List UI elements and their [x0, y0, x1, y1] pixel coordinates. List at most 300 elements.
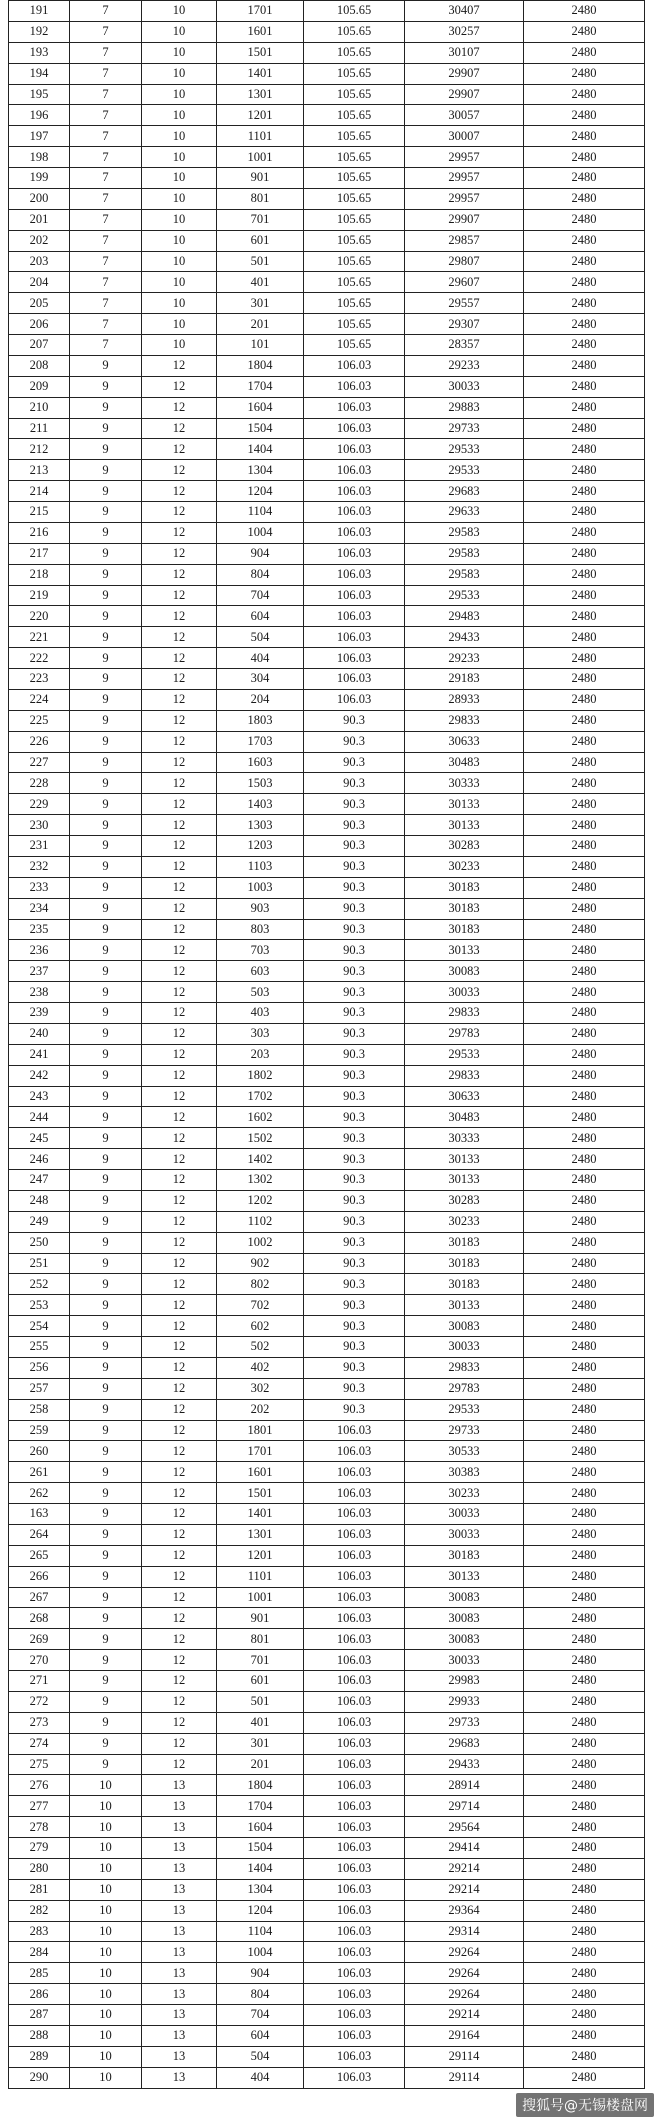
floors-cell: 12 — [142, 522, 217, 543]
row-index-cell: 235 — [9, 919, 70, 940]
unit-price-cell: 30083 — [405, 961, 524, 982]
table-row — [9, 1357, 645, 1378]
unit-cell: 1104 — [217, 1921, 304, 1942]
unit-price-cell: 29983 — [405, 1671, 524, 1692]
row-index-cell: 197 — [9, 126, 70, 147]
unit-price-cell: 30233 — [405, 1211, 524, 1232]
floors-cell: 12 — [142, 919, 217, 940]
unit-price-cell: 29114 — [405, 2067, 524, 2088]
floors-cell: 12 — [142, 731, 217, 752]
row-index-cell: 196 — [9, 105, 70, 126]
area-cell: 90.3 — [304, 1399, 405, 1420]
table-row — [9, 502, 645, 523]
row-index-cell: 245 — [9, 1128, 70, 1149]
floors-cell: 12 — [142, 1712, 217, 1733]
unit-price-cell: 29583 — [405, 543, 524, 564]
building-cell: 9 — [70, 752, 142, 773]
floors-cell: 12 — [142, 397, 217, 418]
building-cell: 9 — [70, 1170, 142, 1191]
floors-cell: 13 — [142, 1963, 217, 1984]
floors-cell: 13 — [142, 1817, 217, 1838]
row-index-cell: 251 — [9, 1253, 70, 1274]
floors-cell: 12 — [142, 1065, 217, 1086]
building-cell: 7 — [70, 1, 142, 22]
row-index-cell: 272 — [9, 1691, 70, 1712]
table-row — [9, 522, 645, 543]
fee-cell: 2480 — [524, 147, 645, 168]
unit-cell: 701 — [217, 1650, 304, 1671]
floors-cell: 12 — [142, 1399, 217, 1420]
area-cell: 106.03 — [304, 502, 405, 523]
unit-cell: 1004 — [217, 1942, 304, 1963]
area-cell: 106.03 — [304, 564, 405, 585]
area-cell: 90.3 — [304, 1107, 405, 1128]
unit-price-cell: 29607 — [405, 272, 524, 293]
row-index-cell: 191 — [9, 1, 70, 22]
unit-price-cell: 30107 — [405, 42, 524, 63]
area-cell: 106.03 — [304, 1858, 405, 1879]
fee-cell: 2480 — [524, 1942, 645, 1963]
fee-cell: 2480 — [524, 1128, 645, 1149]
building-cell: 10 — [70, 1984, 142, 2005]
fee-cell: 2480 — [524, 230, 645, 251]
building-cell: 9 — [70, 564, 142, 585]
table-row — [9, 1149, 645, 1170]
floors-cell: 12 — [142, 355, 217, 376]
floors-cell: 13 — [142, 2067, 217, 2088]
fee-cell: 2480 — [524, 1211, 645, 1232]
area-cell: 90.3 — [304, 1337, 405, 1358]
unit-cell: 1203 — [217, 836, 304, 857]
table-row — [9, 1858, 645, 1879]
building-cell: 9 — [70, 669, 142, 690]
table-row — [9, 1170, 645, 1191]
floors-cell: 13 — [142, 1775, 217, 1796]
fee-cell: 2480 — [524, 1420, 645, 1441]
fee-cell: 2480 — [524, 460, 645, 481]
fee-cell: 2480 — [524, 1337, 645, 1358]
unit-price-cell: 30133 — [405, 815, 524, 836]
unit-price-cell: 30133 — [405, 794, 524, 815]
fee-cell: 2480 — [524, 752, 645, 773]
unit-cell: 702 — [217, 1295, 304, 1316]
fee-cell: 2480 — [524, 1044, 645, 1065]
unit-cell: 304 — [217, 669, 304, 690]
row-index-cell: 243 — [9, 1086, 70, 1107]
area-cell: 90.3 — [304, 1065, 405, 1086]
building-cell: 9 — [70, 731, 142, 752]
fee-cell: 2480 — [524, 397, 645, 418]
table-row — [9, 418, 645, 439]
fee-cell: 2480 — [524, 1232, 645, 1253]
unit-cell: 203 — [217, 1044, 304, 1065]
table-row — [9, 1963, 645, 1984]
row-index-cell: 242 — [9, 1065, 70, 1086]
building-cell: 9 — [70, 543, 142, 564]
building-cell: 9 — [70, 940, 142, 961]
unit-cell: 402 — [217, 1357, 304, 1378]
floors-cell: 13 — [142, 2005, 217, 2026]
row-index-cell: 205 — [9, 293, 70, 314]
area-cell: 105.65 — [304, 335, 405, 356]
table-row — [9, 1003, 645, 1024]
unit-price-cell: 29957 — [405, 188, 524, 209]
fee-cell: 2480 — [524, 272, 645, 293]
unit-cell: 1004 — [217, 522, 304, 543]
building-cell: 9 — [70, 397, 142, 418]
fee-cell: 2480 — [524, 1378, 645, 1399]
fee-cell: 2480 — [524, 1608, 645, 1629]
area-cell: 105.65 — [304, 272, 405, 293]
table-row — [9, 1921, 645, 1942]
area-cell: 105.65 — [304, 251, 405, 272]
unit-cell: 1603 — [217, 752, 304, 773]
unit-price-cell: 29833 — [405, 1065, 524, 1086]
building-cell: 9 — [70, 1754, 142, 1775]
floors-cell: 12 — [142, 1170, 217, 1191]
table-row — [9, 1190, 645, 1211]
building-cell: 9 — [70, 1420, 142, 1441]
unit-price-cell: 30033 — [405, 1337, 524, 1358]
fee-cell: 2480 — [524, 1149, 645, 1170]
table-row — [9, 355, 645, 376]
floors-cell: 12 — [142, 1608, 217, 1629]
unit-price-cell: 29164 — [405, 2025, 524, 2046]
floors-cell: 12 — [142, 1754, 217, 1775]
fee-cell: 2480 — [524, 2067, 645, 2088]
area-cell: 90.3 — [304, 773, 405, 794]
area-cell: 106.03 — [304, 1504, 405, 1525]
table-row — [9, 188, 645, 209]
building-cell: 9 — [70, 585, 142, 606]
building-cell: 10 — [70, 1858, 142, 1879]
row-index-cell: 203 — [9, 251, 70, 272]
unit-cell: 204 — [217, 689, 304, 710]
building-cell: 10 — [70, 1900, 142, 1921]
fee-cell: 2480 — [524, 1003, 645, 1024]
unit-cell: 604 — [217, 606, 304, 627]
unit-price-cell: 29783 — [405, 1023, 524, 1044]
fee-cell: 2480 — [524, 648, 645, 669]
unit-cell: 1703 — [217, 731, 304, 752]
area-cell: 90.3 — [304, 982, 405, 1003]
building-cell: 10 — [70, 2025, 142, 2046]
row-index-cell: 269 — [9, 1629, 70, 1650]
building-cell: 9 — [70, 627, 142, 648]
floors-cell: 12 — [142, 815, 217, 836]
area-cell: 90.3 — [304, 961, 405, 982]
table-row — [9, 1211, 645, 1232]
row-index-cell: 201 — [9, 209, 70, 230]
unit-cell: 1201 — [217, 1545, 304, 1566]
building-cell: 7 — [70, 293, 142, 314]
area-cell: 106.03 — [304, 460, 405, 481]
row-index-cell: 268 — [9, 1608, 70, 1629]
floors-cell: 12 — [142, 773, 217, 794]
fee-cell: 2480 — [524, 1650, 645, 1671]
unit-cell: 704 — [217, 585, 304, 606]
row-index-cell: 273 — [9, 1712, 70, 1733]
row-index-cell: 249 — [9, 1211, 70, 1232]
floors-cell: 12 — [142, 439, 217, 460]
unit-price-cell: 29307 — [405, 314, 524, 335]
unit-cell: 502 — [217, 1337, 304, 1358]
unit-price-cell: 29314 — [405, 1921, 524, 1942]
table-row — [9, 710, 645, 731]
unit-price-cell: 30083 — [405, 1316, 524, 1337]
floors-cell: 12 — [142, 1629, 217, 1650]
building-cell: 10 — [70, 2067, 142, 2088]
unit-cell: 1504 — [217, 418, 304, 439]
unit-cell: 901 — [217, 168, 304, 189]
building-cell: 9 — [70, 961, 142, 982]
table-row — [9, 1796, 645, 1817]
table-row — [9, 1107, 645, 1128]
fee-cell: 2480 — [524, 940, 645, 961]
unit-price-cell: 30283 — [405, 1190, 524, 1211]
unit-cell: 301 — [217, 293, 304, 314]
unit-cell: 301 — [217, 1733, 304, 1754]
unit-cell: 202 — [217, 1399, 304, 1420]
area-cell: 106.03 — [304, 1608, 405, 1629]
building-cell: 9 — [70, 1587, 142, 1608]
building-cell: 9 — [70, 1733, 142, 1754]
row-index-cell: 266 — [9, 1566, 70, 1587]
unit-cell: 1103 — [217, 856, 304, 877]
building-cell: 9 — [70, 773, 142, 794]
area-cell: 106.03 — [304, 1900, 405, 1921]
building-cell: 9 — [70, 982, 142, 1003]
table-row — [9, 1316, 645, 1337]
unit-price-cell: 30183 — [405, 1274, 524, 1295]
unit-cell: 801 — [217, 188, 304, 209]
floors-cell: 13 — [142, 1942, 217, 1963]
area-cell: 90.3 — [304, 1316, 405, 1337]
fee-cell: 2480 — [524, 1357, 645, 1378]
unit-price-cell: 30033 — [405, 1524, 524, 1545]
area-cell: 105.65 — [304, 42, 405, 63]
building-cell: 9 — [70, 1650, 142, 1671]
row-index-cell: 192 — [9, 21, 70, 42]
area-cell: 106.03 — [304, 439, 405, 460]
floors-cell: 12 — [142, 1149, 217, 1170]
unit-price-cell: 29833 — [405, 1357, 524, 1378]
unit-price-cell: 29233 — [405, 648, 524, 669]
building-cell: 9 — [70, 1253, 142, 1274]
unit-cell: 804 — [217, 1984, 304, 2005]
fee-cell: 2480 — [524, 2046, 645, 2067]
area-cell: 90.3 — [304, 1023, 405, 1044]
unit-cell: 1704 — [217, 376, 304, 397]
floors-cell: 12 — [142, 606, 217, 627]
building-cell: 9 — [70, 1399, 142, 1420]
floors-cell: 12 — [142, 1190, 217, 1211]
unit-price-cell: 30133 — [405, 1295, 524, 1316]
unit-price-cell: 30183 — [405, 898, 524, 919]
fee-cell: 2480 — [524, 689, 645, 710]
row-index-cell: 206 — [9, 314, 70, 335]
area-cell: 106.03 — [304, 1984, 405, 2005]
fee-cell: 2480 — [524, 126, 645, 147]
area-cell: 106.03 — [304, 1733, 405, 1754]
row-index-cell: 227 — [9, 752, 70, 773]
table-row — [9, 1524, 645, 1545]
area-cell: 106.03 — [304, 1879, 405, 1900]
fee-cell: 2480 — [524, 1629, 645, 1650]
row-index-cell: 244 — [9, 1107, 70, 1128]
unit-price-cell: 29214 — [405, 1858, 524, 1879]
floors-cell: 12 — [142, 752, 217, 773]
building-cell: 9 — [70, 1629, 142, 1650]
unit-cell: 1202 — [217, 1190, 304, 1211]
area-cell: 90.3 — [304, 1128, 405, 1149]
floors-cell: 13 — [142, 2046, 217, 2067]
area-cell: 90.3 — [304, 794, 405, 815]
row-index-cell: 264 — [9, 1524, 70, 1545]
unit-price-cell: 30083 — [405, 1587, 524, 1608]
area-cell: 105.65 — [304, 209, 405, 230]
floors-cell: 12 — [142, 1003, 217, 1024]
unit-cell: 504 — [217, 2046, 304, 2067]
row-index-cell: 221 — [9, 627, 70, 648]
area-cell: 90.3 — [304, 1357, 405, 1378]
building-cell: 9 — [70, 1378, 142, 1399]
table-row — [9, 1295, 645, 1316]
row-index-cell: 261 — [9, 1462, 70, 1483]
fee-cell: 2480 — [524, 188, 645, 209]
fee-cell: 2480 — [524, 1441, 645, 1462]
row-index-cell: 202 — [9, 230, 70, 251]
table-row — [9, 731, 645, 752]
row-index-cell: 204 — [9, 272, 70, 293]
row-index-cell: 240 — [9, 1023, 70, 1044]
building-cell: 7 — [70, 188, 142, 209]
floors-cell: 12 — [142, 877, 217, 898]
floors-cell: 12 — [142, 1316, 217, 1337]
building-cell: 9 — [70, 1190, 142, 1211]
row-index-cell: 285 — [9, 1963, 70, 1984]
building-cell: 7 — [70, 42, 142, 63]
area-cell: 90.3 — [304, 1274, 405, 1295]
floors-cell: 13 — [142, 1879, 217, 1900]
building-cell: 10 — [70, 1796, 142, 1817]
building-cell: 9 — [70, 1357, 142, 1378]
area-cell: 90.3 — [304, 898, 405, 919]
fee-cell: 2480 — [524, 585, 645, 606]
unit-cell: 1401 — [217, 1504, 304, 1525]
fee-cell: 2480 — [524, 42, 645, 63]
building-cell: 7 — [70, 105, 142, 126]
unit-cell: 901 — [217, 1608, 304, 1629]
unit-cell: 1303 — [217, 815, 304, 836]
building-cell: 9 — [70, 836, 142, 857]
unit-cell: 1502 — [217, 1128, 304, 1149]
area-cell: 90.3 — [304, 731, 405, 752]
area-cell: 105.65 — [304, 293, 405, 314]
area-cell: 106.03 — [304, 355, 405, 376]
table-row — [9, 773, 645, 794]
area-cell: 106.03 — [304, 1441, 405, 1462]
fee-cell: 2480 — [524, 314, 645, 335]
unit-price-cell: 29564 — [405, 1817, 524, 1838]
unit-price-cell: 29857 — [405, 230, 524, 251]
row-index-cell: 274 — [9, 1733, 70, 1754]
row-index-cell: 267 — [9, 1587, 70, 1608]
unit-cell: 401 — [217, 1712, 304, 1733]
unit-cell: 503 — [217, 982, 304, 1003]
fee-cell: 2480 — [524, 1524, 645, 1545]
floors-cell: 12 — [142, 1128, 217, 1149]
floors-cell: 13 — [142, 1984, 217, 2005]
unit-price-cell: 29533 — [405, 460, 524, 481]
unit-price-cell: 30133 — [405, 1149, 524, 1170]
row-index-cell: 284 — [9, 1942, 70, 1963]
unit-cell: 1601 — [217, 1462, 304, 1483]
area-cell: 106.03 — [304, 418, 405, 439]
building-cell: 9 — [70, 1712, 142, 1733]
unit-price-cell: 30033 — [405, 1650, 524, 1671]
unit-cell: 1804 — [217, 1775, 304, 1796]
unit-cell: 604 — [217, 2025, 304, 2046]
unit-price-cell: 30233 — [405, 856, 524, 877]
fee-cell: 2480 — [524, 1107, 645, 1128]
floors-cell: 10 — [142, 293, 217, 314]
row-index-cell: 286 — [9, 1984, 70, 2005]
area-cell: 106.03 — [304, 1566, 405, 1587]
area-cell: 106.03 — [304, 585, 405, 606]
building-cell: 9 — [70, 648, 142, 669]
fee-cell: 2480 — [524, 856, 645, 877]
fee-cell: 2480 — [524, 376, 645, 397]
floors-cell: 10 — [142, 272, 217, 293]
fee-cell: 2480 — [524, 1065, 645, 1086]
row-index-cell: 234 — [9, 898, 70, 919]
table-row — [9, 1608, 645, 1629]
fee-cell: 2480 — [524, 1295, 645, 1316]
fee-cell: 2480 — [524, 168, 645, 189]
unit-cell: 404 — [217, 2067, 304, 2088]
table-row — [9, 251, 645, 272]
unit-cell: 101 — [217, 335, 304, 356]
floors-cell: 12 — [142, 794, 217, 815]
table-row — [9, 1420, 645, 1441]
unit-price-cell: 30483 — [405, 752, 524, 773]
unit-price-cell: 30183 — [405, 919, 524, 940]
unit-cell: 1504 — [217, 1838, 304, 1859]
area-cell: 90.3 — [304, 836, 405, 857]
unit-price-cell: 30183 — [405, 1232, 524, 1253]
area-cell: 90.3 — [304, 1190, 405, 1211]
unit-cell: 602 — [217, 1316, 304, 1337]
floors-cell: 12 — [142, 418, 217, 439]
area-cell: 106.03 — [304, 397, 405, 418]
building-cell: 9 — [70, 1316, 142, 1337]
table-row — [9, 877, 645, 898]
fee-cell: 2480 — [524, 564, 645, 585]
table-row — [9, 1566, 645, 1587]
unit-price-cell: 30533 — [405, 1441, 524, 1462]
unit-cell: 1304 — [217, 460, 304, 481]
table-row — [9, 627, 645, 648]
floors-cell: 12 — [142, 1295, 217, 1316]
floors-cell: 12 — [142, 1671, 217, 1692]
building-cell: 7 — [70, 63, 142, 84]
floors-cell: 10 — [142, 335, 217, 356]
unit-cell: 801 — [217, 1629, 304, 1650]
unit-price-cell: 30633 — [405, 1086, 524, 1107]
area-cell: 106.03 — [304, 481, 405, 502]
fee-cell: 2480 — [524, 1, 645, 22]
